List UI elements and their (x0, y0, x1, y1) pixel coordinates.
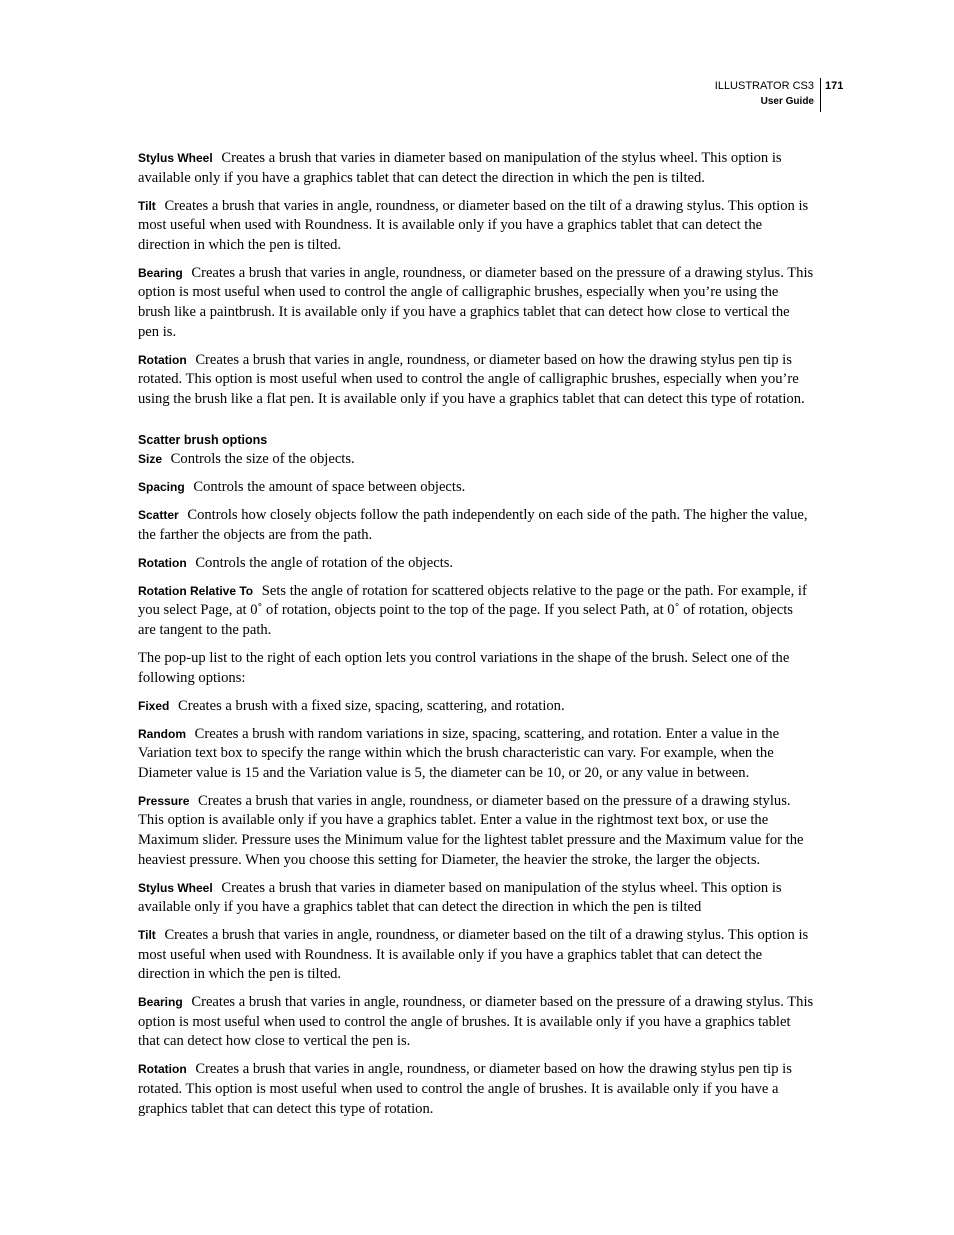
option-description: Creates a brush that varies in angle, roundness, or diameter based on the pressure of a drawing stylus. This option is available only if you have a graphics tablet. Enter a value in the rightmost text box, or use the Maximum slider. Pressure uses the Minimum value for the lightest tablet pressure and the Maximum value for the heaviest pressure. When you choose this setting for Diameter, the heavier the stroke, the larger the objects. (138, 792, 804, 868)
option-term: Bearing (138, 995, 183, 1010)
option-fixed (138, 697, 814, 717)
option-description: Creates a brush that varies in angle, roundness, or diameter based on the tilt of a drawing stylus. This option is most useful when used with Roundness. It is available only if you have a graphics tablet that can detect the direction in which the pen is tilted. (138, 927, 809, 983)
option-stylus-wheel (138, 149, 814, 188)
option-term: Stylus Wheel (138, 151, 213, 165)
option-random (138, 725, 814, 784)
option-description: Creates a brush with random variations in size, spacing, scattering, and rotation. Enter a value in the Variation text box to specify the range within which the brush characteristic can vary. For example, when the Diameter value is 15 and the Variation value is 5, the diameter can be 10, or 20, or any value in between. (138, 725, 780, 781)
header-titles (715, 78, 821, 112)
option-description: Controls how closely objects follow the path independently on each side of the path. The higher the value, the farther the objects are from the path. (138, 507, 808, 543)
option-pressure (138, 792, 814, 870)
popup-list-paragraph: The pop-up list to the right of each option lets you control variations in the shape of the brush. Select one of the following options: (138, 650, 790, 686)
option-description: Controls the amount of space between objects. (193, 479, 466, 496)
option-term: Scatter (138, 508, 179, 523)
option-tilt (138, 197, 814, 256)
option-term: Size (138, 452, 163, 467)
option-stylus-wheel (138, 879, 814, 918)
option-term: Pressure (138, 793, 190, 808)
product-name: ILLUSTRATOR CS3 (714, 80, 814, 92)
guide-name: User Guide (760, 96, 814, 107)
page-number: 171 (825, 80, 844, 92)
option-description: Creates a brush that varies in angle, roundness, or diameter based on the tilt of a drawing stylus. This option is most useful when used with Roundness. It is available only if you have a graphics tablet that can detect the direction in which the pen is tilted. (138, 197, 809, 253)
option-term: Rotation Relative To (138, 583, 254, 598)
option-bearing (138, 993, 814, 1052)
option-tilt (138, 926, 814, 985)
option-bearing (138, 264, 814, 342)
option-rotation (138, 1060, 814, 1119)
option-term: Stylus Wheel (138, 880, 213, 895)
option-rotation (138, 351, 814, 410)
option-description: Controls the angle of rotation of the objects. (195, 554, 454, 571)
option-description: Creates a brush that varies in angle, roundness, or diameter based on how the drawing stylus pen tip is rotated. This option is most useful when used to control the angle of calligraphic brushes, especially when you’re using the brush like a flat pen. It is available only if you have a graphics tablet that can detect this type of rotation. (138, 351, 805, 407)
option-description: Creates a brush that varies in angle, roundness, or diameter based on the pressure of a drawing stylus. This option is most useful when used to control the angle of brushes. It is available only if you have a graphics tablet that can detect how close to vertical the pen is. (138, 994, 814, 1050)
option-term: Tilt (138, 928, 156, 943)
option-description: Creates a brush with a fixed size, spacing, scattering, and rotation. (178, 697, 565, 714)
option-description: Controls the size of the objects. (170, 451, 355, 468)
page-header (715, 78, 847, 112)
option-term: Random (138, 726, 186, 741)
option-size (138, 450, 814, 470)
option-term: Spacing (138, 480, 185, 495)
option-term: Rotation (138, 555, 187, 570)
option-term: Tilt (138, 198, 156, 213)
page-content (138, 149, 814, 1128)
option-description: Creates a brush that varies in diameter based on manipulation of the stylus wheel. This option is available only if you have a graphics tablet that can detect the direction in which the pen is tilted. (138, 150, 782, 186)
option-description: Creates a brush that varies in angle, roundness, or diameter based on how the drawing stylus pen tip is rotated. This option is most useful when used to control the angle of brushes. It is available only if you have a graphics tablet that can detect this type of rotation. (138, 1061, 792, 1117)
option-description: Sets the angle of rotation for scattered objects relative to the page or the path. For example, if you select Page, at 0˚ of rotation, objects point to the top of the page. If you select Path, at 0˚ of rotation, objects are tangent to the path. (138, 582, 807, 639)
option-rotation-relative-to (138, 582, 814, 641)
option-term: Rotation (138, 1062, 187, 1077)
option-term: Rotation (138, 352, 187, 367)
option-scatter (138, 506, 814, 545)
option-rotation (138, 554, 814, 574)
option-term: Fixed (138, 698, 170, 713)
option-term: Bearing (138, 265, 183, 280)
option-description: Creates a brush that varies in angle, roundness, or diameter based on the pressure of a drawing stylus. This option is most useful when used to control the angle of calligraphic brushes, especially when you’re using the brush like a paintbrush. It is available only if you have a graphics tablet that can detect how close to vertical the pen is. (138, 264, 814, 340)
section-heading-scatter-brush-options: Scatter brush options (138, 433, 268, 448)
option-spacing (138, 478, 814, 498)
option-description: Creates a brush that varies in diameter based on manipulation of the stylus wheel. This option is available only if you have a graphics tablet that can detect the direction in which the pen is tilted (138, 879, 782, 916)
